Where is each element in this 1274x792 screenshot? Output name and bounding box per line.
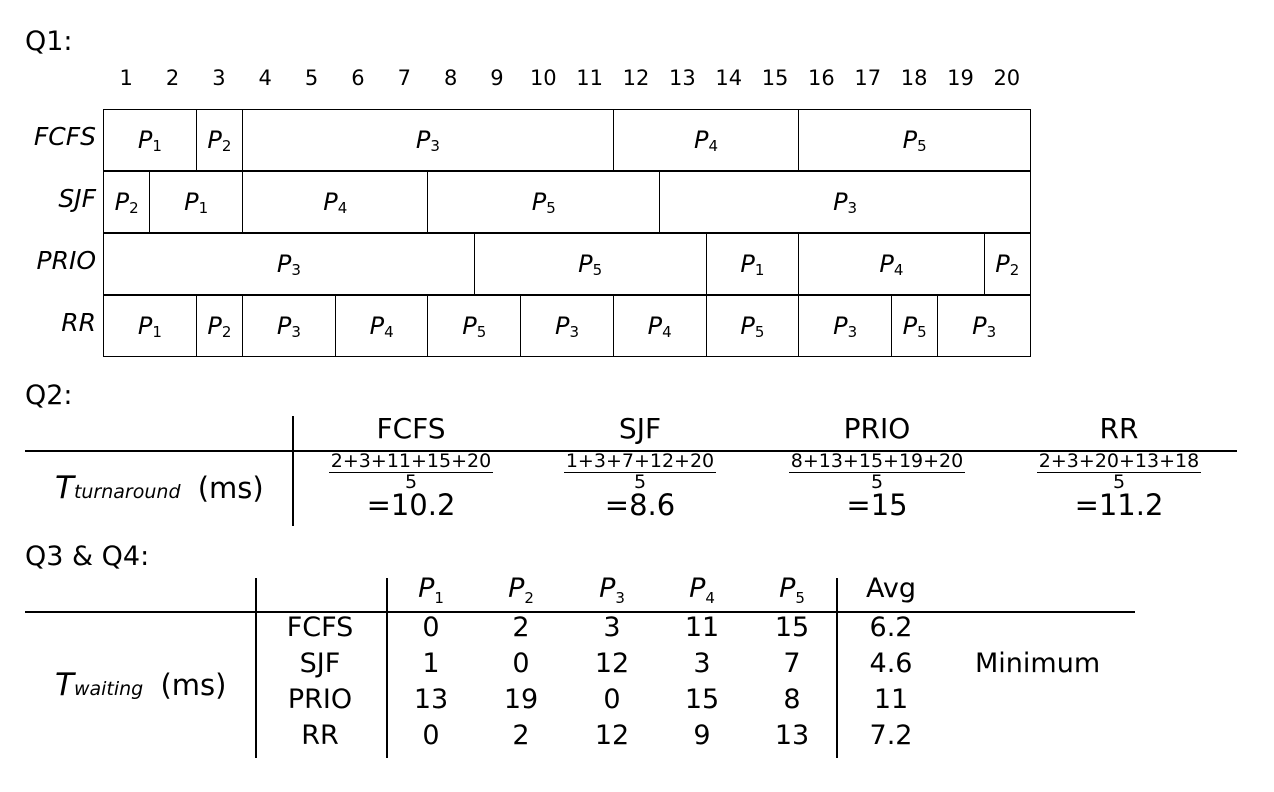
- turnaround-formula: [311, 450, 511, 522]
- turnaround-formula: [777, 450, 977, 522]
- gantt-row: [103, 109, 1030, 171]
- gantt-segment: P $_5$: [427, 171, 660, 233]
- time-tick: 12: [622, 66, 650, 90]
- waiting-time-cell: 12: [594, 648, 630, 679]
- turnaround-column-header: RR: [1099, 412, 1139, 445]
- time-tick: 13: [669, 66, 696, 90]
- turnaround-formula: [540, 450, 740, 522]
- gantt-segment: P $_4$: [613, 109, 799, 171]
- gantt-row-label: RR: [61, 308, 96, 337]
- gantt-segment: P $_5$: [427, 295, 521, 357]
- q2-column-divider: [292, 416, 294, 526]
- gantt-segment: P $_2$: [984, 233, 1031, 295]
- gantt-segment: P $_5$: [706, 295, 800, 357]
- turnaround-column-header: FCFS: [376, 412, 446, 445]
- waiting-time-cell: 13: [774, 720, 810, 751]
- turnaround-column-header: SJF: [618, 412, 662, 445]
- waiting-time-cell: 15: [774, 612, 810, 643]
- gantt-segment: P $_1$: [103, 109, 197, 171]
- q34-divider-3: [836, 578, 838, 758]
- avg-cell: 7.2: [869, 720, 913, 751]
- gantt-segment: P $_3$: [798, 295, 892, 357]
- gantt-row-label: SJF: [58, 184, 96, 213]
- formula-numerator: 2+3+11+15+20: [330, 450, 492, 472]
- time-tick: 17: [854, 66, 882, 90]
- gantt-segment: P $_4$: [613, 295, 707, 357]
- process-column-header: $P_4$: [689, 573, 715, 607]
- avg-cell: 4.6: [869, 648, 913, 679]
- time-tick: 7: [397, 66, 411, 90]
- q34-divider-2: [386, 578, 388, 758]
- gantt-segment: P $_4$: [798, 233, 984, 295]
- gantt-segment: P $_4$: [242, 171, 428, 233]
- waiting-time-cell: 15: [684, 684, 720, 715]
- formula-denominator: 5: [1112, 471, 1126, 493]
- waiting-time-cell: 0: [603, 684, 621, 715]
- waiting-time-cell: 0: [512, 648, 530, 679]
- avg-cell: 11: [873, 684, 909, 715]
- turnaround-row-label: Tturnaround (ms): [55, 470, 264, 506]
- algorithm-label: SJF: [299, 648, 341, 679]
- formula-result: =15: [846, 488, 908, 522]
- waiting-time-cell: 3: [693, 648, 711, 679]
- waiting-time-cell: 8: [783, 684, 801, 715]
- turnaround-column-header: PRIO: [843, 412, 911, 445]
- time-tick: 5: [304, 66, 319, 90]
- time-tick: 10: [529, 66, 557, 90]
- waiting-time-cell: 3: [603, 612, 621, 643]
- waiting-time-cell: 1: [422, 648, 440, 679]
- q2-label: Q2:: [25, 380, 73, 411]
- time-tick: 11: [576, 66, 604, 90]
- time-tick: 2: [165, 66, 180, 90]
- time-tick: 8: [443, 66, 458, 90]
- time-tick: 14: [715, 66, 743, 90]
- gantt-segment: P $_3$: [103, 233, 475, 295]
- time-tick: 9: [490, 66, 504, 90]
- waiting-time-cell: 9: [693, 720, 711, 751]
- time-tick: 19: [947, 66, 974, 90]
- formula-result: =8.6: [604, 488, 676, 522]
- gantt-segment: P $_1$: [149, 171, 243, 233]
- waiting-time-cell: 11: [684, 612, 720, 643]
- time-tick: 3: [212, 66, 226, 90]
- gantt-segment: P $_5$: [891, 295, 938, 357]
- formula-result: =10.2: [366, 488, 456, 522]
- formula-denominator: 5: [404, 471, 418, 493]
- gantt-row: [103, 295, 1030, 357]
- gantt-segment: P $_2$: [196, 109, 243, 171]
- gantt-segment: P $_2$: [196, 295, 243, 357]
- gantt-segment: P $_5$: [798, 109, 1031, 171]
- time-tick: 20: [993, 66, 1021, 90]
- avg-cell: 6.2: [869, 612, 913, 643]
- gantt-row-label: FCFS: [33, 122, 96, 151]
- gantt-row: [103, 233, 1030, 295]
- minimum-note: Minimum: [975, 648, 1101, 679]
- algorithm-label: FCFS: [286, 612, 354, 643]
- gantt-segment: P $_3$: [937, 295, 1031, 357]
- time-tick: 16: [808, 66, 835, 90]
- time-tick: 1: [119, 66, 133, 90]
- process-column-header: $P_1$: [418, 573, 444, 607]
- gantt-segment: P $_1$: [706, 233, 800, 295]
- gantt-segment: P $_3$: [520, 295, 614, 357]
- formula-denominator: 5: [870, 471, 884, 493]
- formula-denominator: 5: [633, 471, 647, 493]
- waiting-time-cell: 0: [422, 720, 440, 751]
- time-tick: 15: [761, 66, 789, 90]
- waiting-time-cell: 2: [512, 612, 530, 643]
- gantt-segment: P $_3$: [242, 109, 614, 171]
- waiting-time-cell: 7: [783, 648, 801, 679]
- waiting-time-cell: 12: [594, 720, 630, 751]
- process-column-header: $P_2$: [508, 573, 534, 607]
- time-tick: 4: [258, 66, 272, 90]
- formula-numerator: 1+3+7+12+20: [565, 450, 715, 472]
- gantt-segment: P $_5$: [474, 233, 707, 295]
- time-tick: 18: [900, 66, 928, 90]
- waiting-row-label: Twaiting (ms): [55, 667, 227, 703]
- formula-result: =11.2: [1074, 488, 1164, 522]
- formula-numerator: 2+3+20+13+18: [1038, 450, 1200, 472]
- waiting-time-cell: 19: [503, 684, 539, 715]
- avg-column-header: Avg: [865, 573, 916, 604]
- q1-label: Q1:: [25, 26, 73, 57]
- gantt-segment: P $_3$: [242, 295, 336, 357]
- formula-numerator: 8+13+15+19+20: [790, 450, 964, 472]
- algorithm-label: PRIO: [287, 684, 353, 715]
- q34-label: Q3 & Q4:: [25, 541, 150, 572]
- gantt-row: [103, 171, 1030, 233]
- process-column-header: $P_3$: [599, 573, 625, 607]
- turnaround-formula: [1019, 450, 1219, 522]
- q34-divider-1: [255, 578, 257, 758]
- gantt-segment: P $_4$: [335, 295, 429, 357]
- time-tick: 6: [351, 66, 365, 90]
- gantt-segment: P $_1$: [103, 295, 197, 357]
- gantt-segment: P $_3$: [659, 171, 1031, 233]
- waiting-time-cell: 0: [422, 612, 440, 643]
- gantt-row-label: PRIO: [36, 246, 96, 275]
- gantt-segment: P $_2$: [103, 171, 150, 233]
- waiting-time-cell: 13: [413, 684, 449, 715]
- algorithm-label: RR: [301, 720, 339, 751]
- process-column-header: $P_5$: [779, 573, 805, 607]
- waiting-time-cell: 2: [512, 720, 530, 751]
